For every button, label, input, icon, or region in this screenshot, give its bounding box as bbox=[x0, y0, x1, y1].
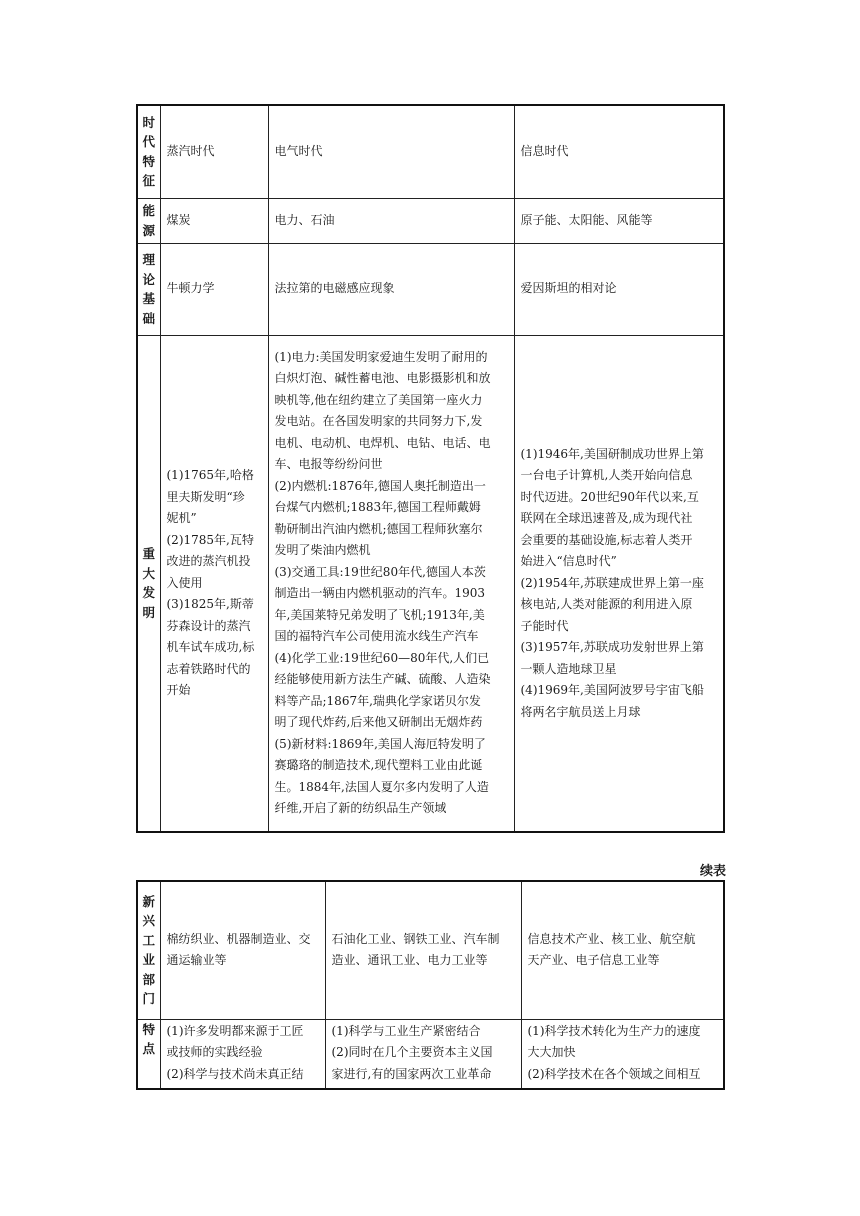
continued-label: 续表 bbox=[700, 864, 727, 879]
comparison-table bbox=[136, 104, 725, 833]
row-header-features: 特 点 bbox=[137, 1019, 160, 1089]
cell-inventions-info: (1)1946年,美国研制成功世界上第 一台电子计算机,人类开始向信息 时代迈进。20世纪90年代以来,互 联网在全球迅速普及,成为现代社 会重要的基础设施,标志着人类开 始进入“信息时代” (2)1954年,苏联建成世界上第一座 核电站,人类对能源的利用进入原 子能时代 (3)1957年,苏联成功发射世界上第 一颗人造地球卫星 (4)1969年,美国阿波罗号宇宙飞船 将两名宇航员送上月球 bbox=[514, 335, 724, 832]
table-row-inventions bbox=[137, 335, 724, 832]
cell-features-info: (1)科学技术转化为生产力的速度 大大加快 (2)科学技术在各个领域之间相互 bbox=[521, 1019, 724, 1089]
cell-features-electric: (1)科学与工业生产紧密结合 (2)同时在几个主要资本主义国 家进行,有的国家两次工业革命 bbox=[325, 1019, 521, 1089]
cell-theory-electric: 法拉第的电磁感应现象 bbox=[268, 243, 514, 335]
table-row-energy bbox=[137, 198, 724, 243]
cell-theory-steam: 牛顿力学 bbox=[160, 243, 268, 335]
cell-era-steam: 蒸汽时代 bbox=[160, 105, 268, 198]
cell-industries-steam: 棉纺织业、机器制造业、交 通运输业等 bbox=[160, 881, 325, 1019]
cell-energy-steam: 煤炭 bbox=[160, 198, 268, 243]
cell-energy-info: 原子能、太阳能、风能等 bbox=[514, 198, 724, 243]
table-row-era bbox=[137, 105, 724, 198]
row-header-industries: 新 兴 工 业 部 门 bbox=[137, 881, 160, 1019]
row-header-era: 时 代 特 征 bbox=[137, 105, 160, 198]
comparison-table-continued bbox=[136, 880, 725, 1090]
table-row-theory bbox=[137, 243, 724, 335]
row-header-inventions: 重 大 发 明 bbox=[137, 335, 160, 832]
cell-era-electric: 电气时代 bbox=[268, 105, 514, 198]
cell-theory-info: 爱因斯坦的相对论 bbox=[514, 243, 724, 335]
cell-features-steam: (1)许多发明都来源于工匠 或技师的实践经验 (2)科学与技术尚未真正结 bbox=[160, 1019, 325, 1089]
cell-industries-electric: 石油化工业、钢铁工业、汽车制 造业、通讯工业、电力工业等 bbox=[325, 881, 521, 1019]
cell-energy-electric: 电力、石油 bbox=[268, 198, 514, 243]
row-header-theory: 理 论 基 础 bbox=[137, 243, 160, 335]
table-row-industries bbox=[137, 881, 724, 1019]
cell-inventions-steam: (1)1765年,哈格 里夫斯发明“珍 妮机” (2)1785年,瓦特 改进的蒸汽机投 入使用 (3)1825年,斯蒂 芬森设计的蒸汽 机车试车成功,标 志着铁路时代的 开始 bbox=[160, 335, 268, 832]
cell-inventions-electric: (1)电力:美国发明家爱迪生发明了耐用的 白炽灯泡、碱性蓄电池、电影摄影机和放 映机等,他在纽约建立了美国第一座火力 发电站。在各国发明家的共同努力下,发 电机、电动机、电焊机、电钻、电话、电 车、电报等纷纷问世 (2)内燃机:1876年,德国人奥托制造出一 台煤气内燃机;1883年,德国工程师戴姆 勒研制出汽油内燃机;德国工程师狄塞尔 发明了柴油内燃机 (3)交通工具:19世纪80年代,德国人本茨 制造出一辆由内燃机驱动的汽车。1903 年,美国莱特兄弟发明了飞机;1913年,美 国的福特汽车公司使用流水线生产汽车 (4)化学工业:19世纪60—80年代,人们已 经能够使用新方法生产碱、硫酸、人造染 料等产品;1867年,瑞典化学家诺贝尔发 明了现代炸药,后来他又研制出无烟炸药 (5)新材料:1869年,美国人海厄特发明了 赛璐珞的制造技术,现代塑料工业由此诞 生。1884年,法国人夏尔多内发明了人造 纤维,开启了新的纺织品生产领域 bbox=[268, 335, 514, 832]
row-header-energy: 能 源 bbox=[137, 198, 160, 243]
cell-era-info: 信息时代 bbox=[514, 105, 724, 198]
cell-industries-info: 信息技术产业、核工业、航空航 天产业、电子信息工业等 bbox=[521, 881, 724, 1019]
table-row-features bbox=[137, 1019, 724, 1089]
